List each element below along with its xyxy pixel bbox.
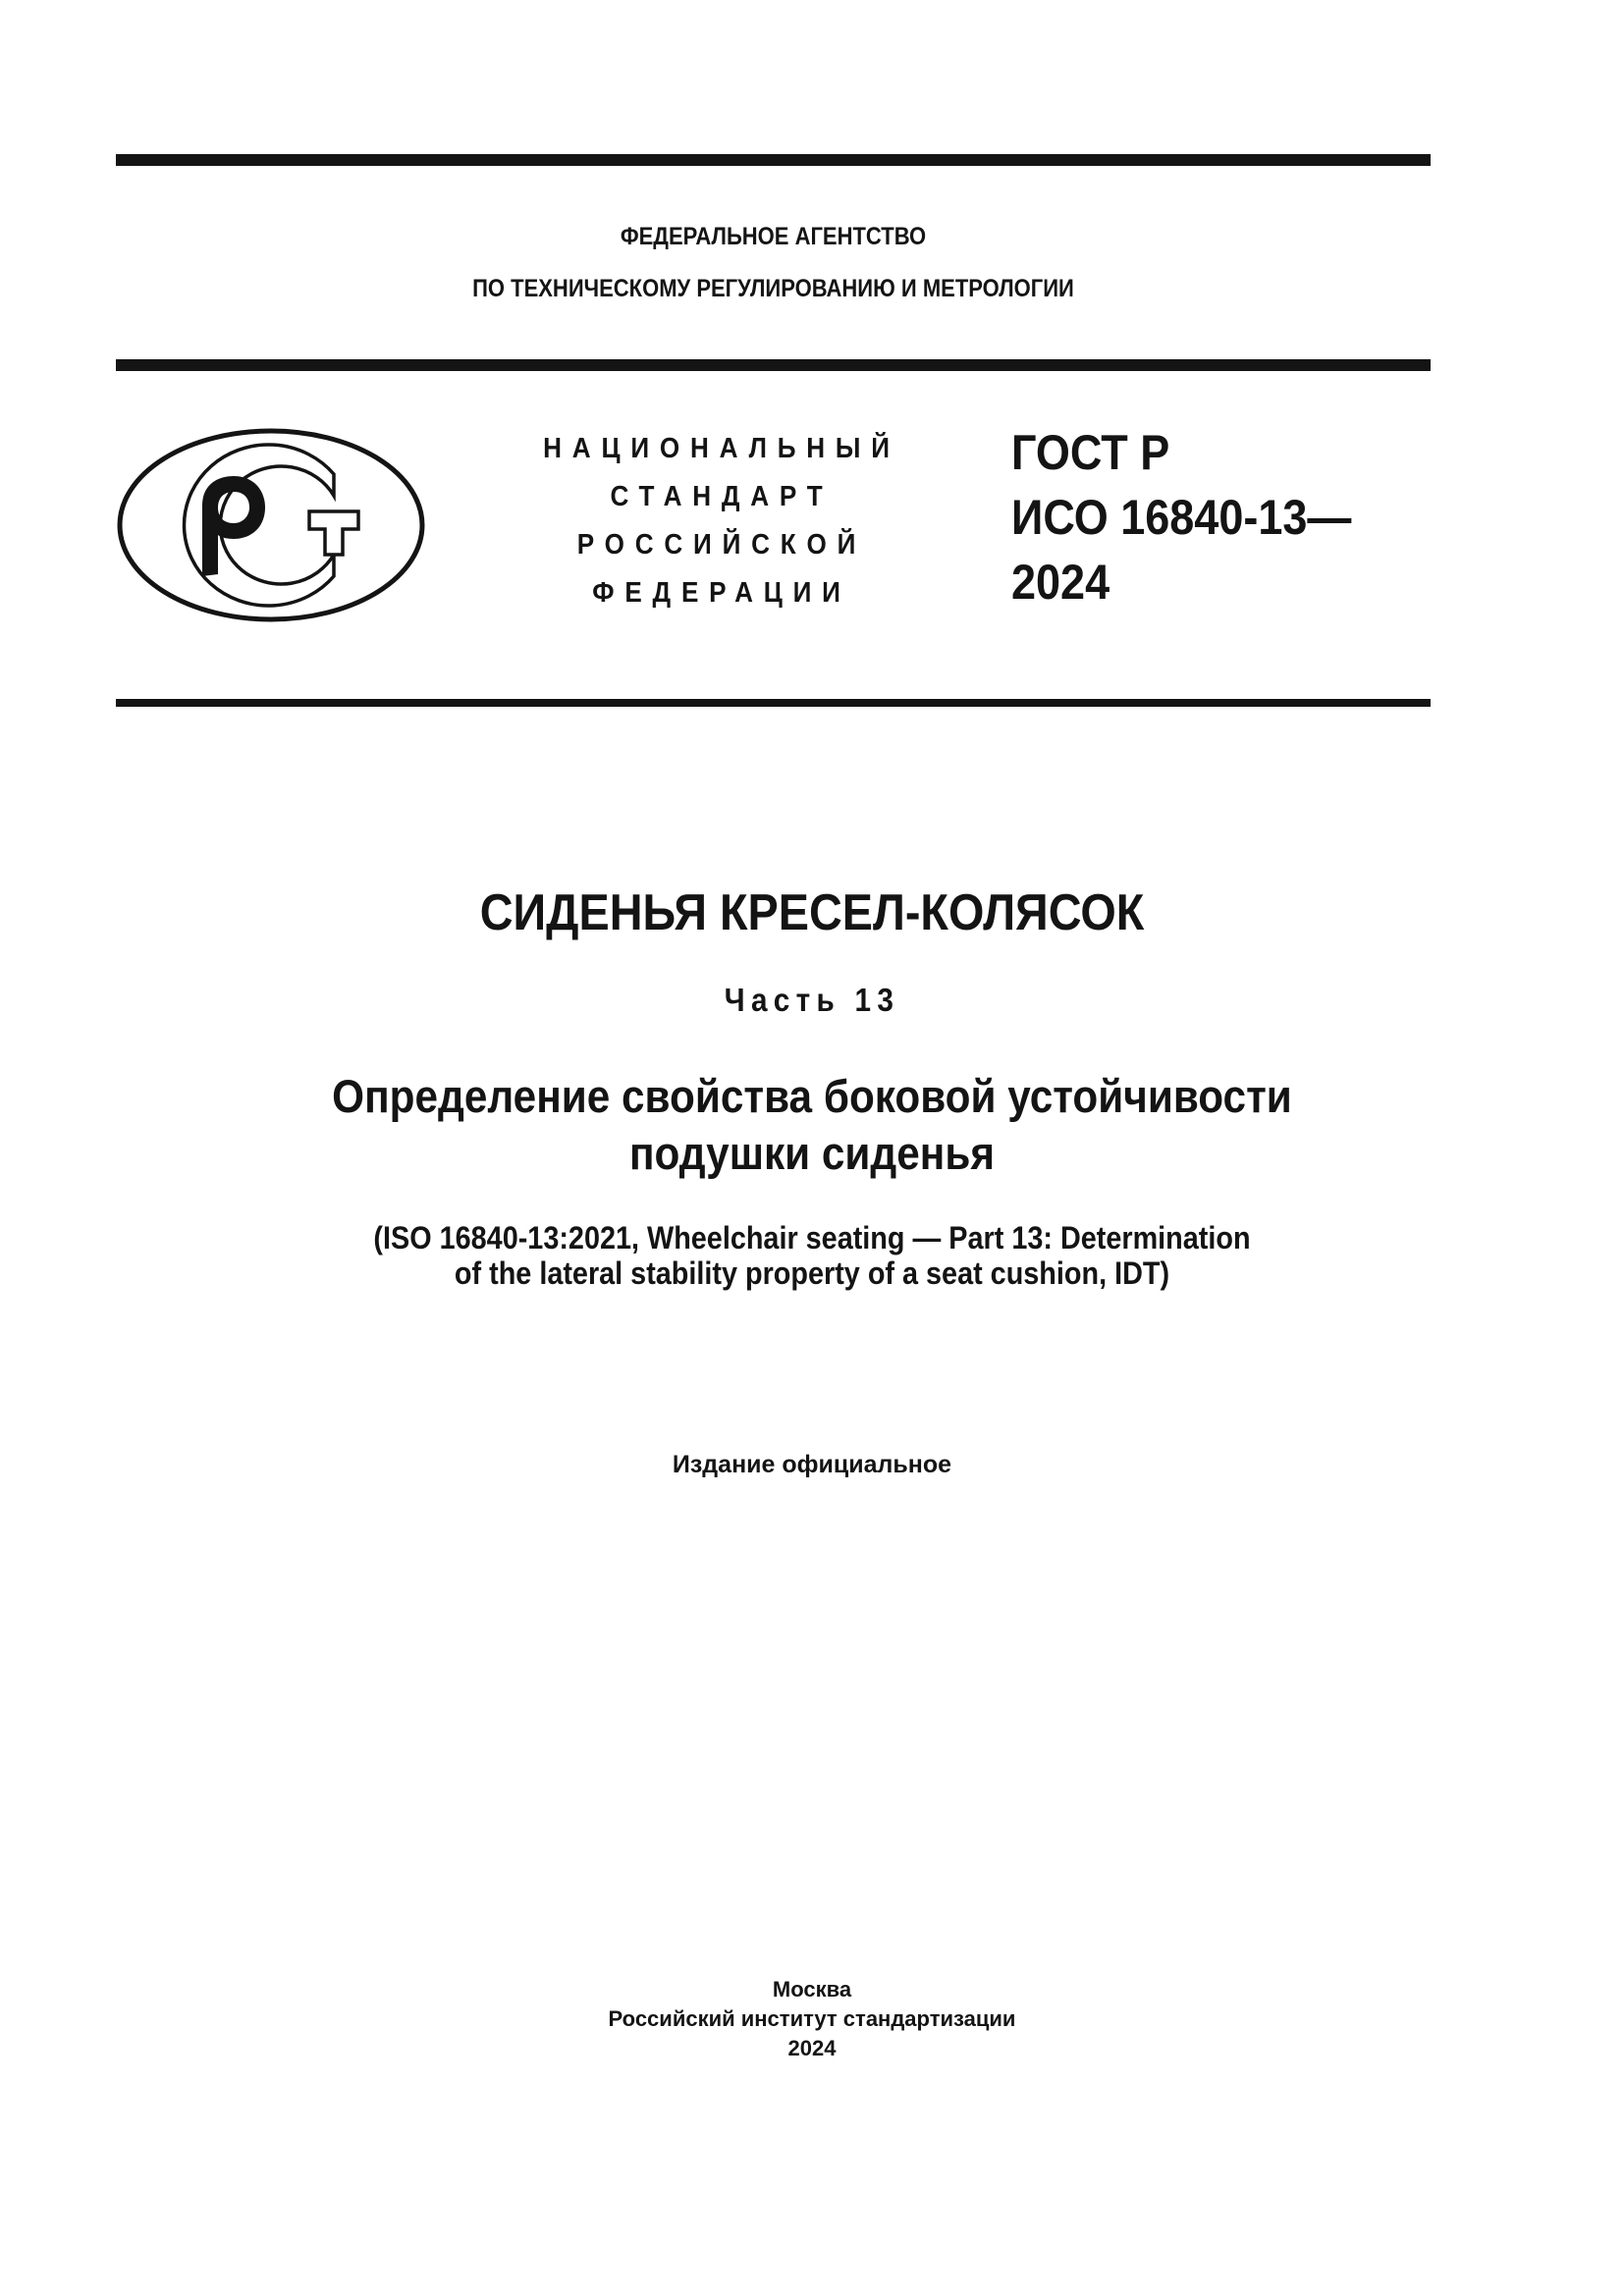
designation-line: ГОСТ Р: [1011, 425, 1170, 480]
national-line: СТАНДАРТ: [610, 481, 834, 512]
document-title: СИДЕНЬЯ КРЕСЕЛ-КОЛЯСОК: [479, 884, 1145, 941]
header-rule: [116, 359, 1431, 371]
designation-line: 2024: [1011, 555, 1110, 610]
part-number: Часть 13: [724, 982, 900, 1018]
rst-logo-icon: [116, 427, 428, 623]
iso-reference-line: (ISO 16840-13:2021, Wheelchair seating — Part 13: Determination: [373, 1220, 1251, 1255]
publisher-institute: Российский институт стандартизации: [608, 2006, 1016, 2031]
document-subtitle: [81, 1068, 1543, 1182]
publication-year: 2024: [787, 2036, 837, 2060]
subtitle-line: Определение свойства боковой устойчивости: [332, 1070, 1292, 1122]
agency-name-line2: ПО ТЕХНИЧЕСКОМУ РЕГУЛИРОВАНИЮ И МЕТРОЛОГИИ: [472, 275, 1074, 302]
agency-name-line1: ФЕДЕРАЛЬНОЕ АГЕНТСТВО: [620, 223, 927, 250]
edition-label: Издание официальное: [672, 1451, 952, 1478]
iso-reference: [81, 1220, 1543, 1291]
iso-reference-line: of the lateral stability property of a seat cushion, IDT): [454, 1255, 1170, 1291]
subtitle-line: подушки сиденья: [628, 1127, 996, 1179]
publisher-city: Москва: [772, 1977, 852, 2002]
bottom-rule: [116, 699, 1431, 707]
top-rule: [116, 154, 1431, 166]
publisher-block: [0, 1975, 1624, 2063]
national-line: НАЦИОНАЛЬНЫЙ: [543, 433, 900, 464]
national-standard-label: [527, 425, 916, 617]
designation-line: ИСО 16840-13—: [1011, 490, 1352, 545]
national-line: РОССИЙСКОЙ: [576, 529, 867, 561]
standard-designation: [1011, 420, 1351, 614]
national-line: ФЕДЕРАЦИИ: [592, 577, 851, 609]
